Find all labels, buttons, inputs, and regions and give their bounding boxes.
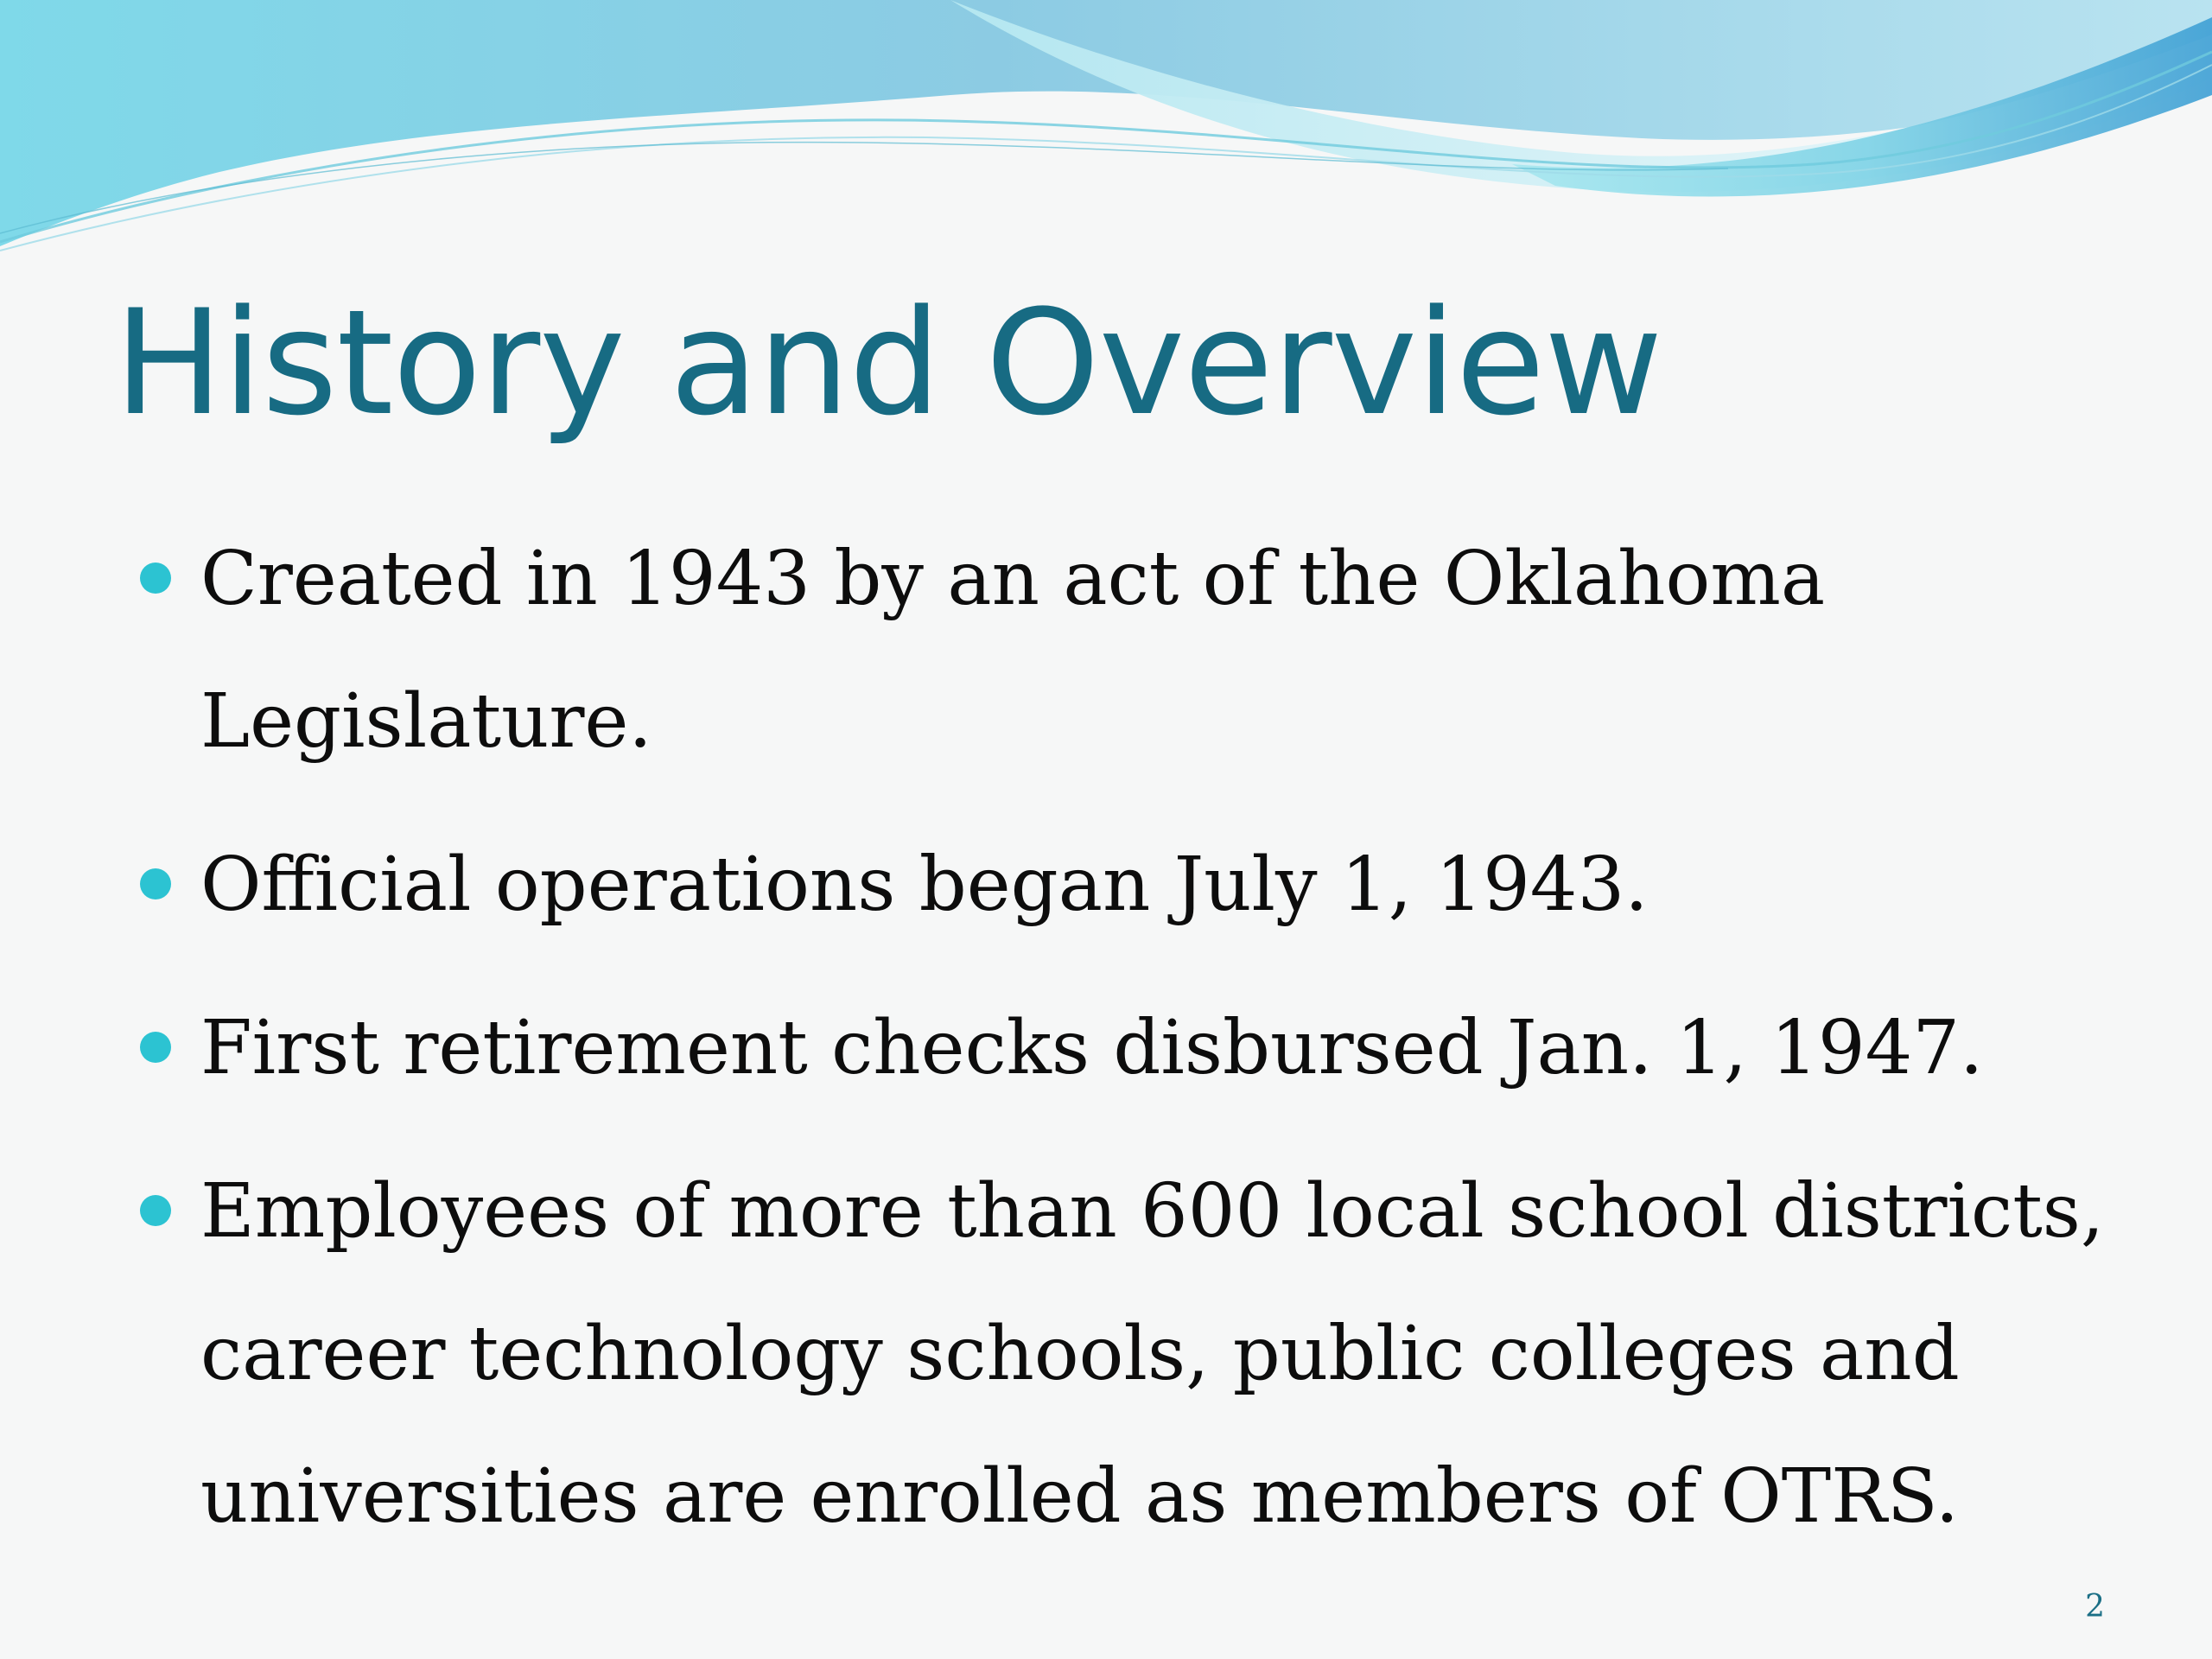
bullet-dot-icon <box>140 868 171 899</box>
bullet-list <box>131 508 2119 1589</box>
bullet-item <box>131 508 2119 793</box>
bullet-text: Created in 1943 by an act of the Oklahoma Legislature. <box>200 536 1826 765</box>
slide-title: History and Overview <box>114 278 1662 448</box>
bullet-item <box>131 814 2119 957</box>
bullet-dot-icon <box>140 563 171 594</box>
bullet-text: Official operations began July 1, 1943. <box>200 842 1649 928</box>
bullet-dot-icon <box>140 1195 171 1226</box>
bullet-item <box>131 1141 2119 1568</box>
bullet-text: First retirement checks disbursed Jan. 1, 1947. <box>200 1005 1984 1091</box>
slide-number: 2 <box>2085 1589 2105 1624</box>
bullet-item <box>131 977 2119 1120</box>
bullet-dot-icon <box>140 1032 171 1063</box>
bullet-text: Employees of more than 600 local school districts, career technology schools, public colleges and universities are enrolled as members of OTRS. <box>200 1168 2105 1540</box>
